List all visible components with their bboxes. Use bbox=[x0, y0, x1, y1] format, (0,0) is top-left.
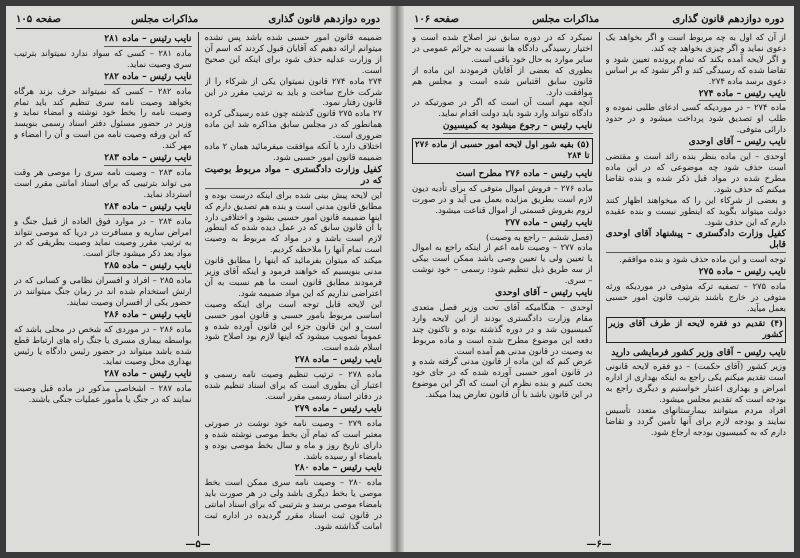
paragraph: ماده ۲۸۶ – در موردی که شخص در محلی باشد که بواسطه بیماری مسری یا جنگ راه های ارتباط قطع شده باشد میتواند در حضور رئیس دادگاه یا رئیس بهداری محل وصیت نماید. bbox=[14, 323, 192, 367]
text-columns bbox=[412, 32, 786, 536]
paragraph: و اگر لایحه آمده بکند که تمام پرونده تعیین شود و تقاضا شده که رسیدگی کند و اگر نشود که بر اساس دعوی برسد ماده ۲۷۴. bbox=[605, 53, 786, 86]
paragraph: نمیکرد که در دوره سابق نیز اصلاح شده است و اختیار رسیدگی دادگاه ها نسبت به جرائم عمومی در سایر موارد به حال خود باقی است. bbox=[412, 32, 593, 64]
speaker-heading: نایب رئیس – ماده ۲۸۱ bbox=[104, 34, 191, 47]
speaker-heading: نایب رئیس – ماده ۲۸۰ bbox=[295, 463, 382, 476]
paragraph: و بعضی از شرکاء این را که میخواهند اظهار کنند دولت میتواند بگوید که اینطور نیست و بنده عقیده دارم که این حذف شود. bbox=[605, 194, 786, 227]
paragraph: اوحدی – این ماده بنظر بنده زائد است و مقتضی است حذف شود چه موضوعی که در این ماده مطرح شده در مواد قبل ذکر شده و بنده تقاضا میکنم که حذف شود. bbox=[605, 151, 786, 194]
paragraph: عرض کنم که این ماده از قانون مدنی گرفته شده و در قانون امور حسبی آورده شده که در جای خود بحث کنیم و بنده نظرم آن است که اگر این موضوع در این قانون باشد با آن قانون تعارض پیدا میکند. bbox=[412, 356, 593, 400]
header-session: دوره دوازدهم قانون گذاری bbox=[672, 13, 784, 25]
speaker-heading: نایب رئیس – ماده ۲۷۶ مطرح است bbox=[456, 169, 592, 182]
page-header bbox=[414, 10, 784, 29]
speaker-heading: نایب رئیس – ماده ۲۷۷ bbox=[505, 218, 592, 231]
paragraph: ماده ۲۷۷ – وصیت نامه اعم از اینکه راجع به اموال یا تعیین ولی یا تعیین وصی باشد ممکن است بیکی از سه طریق ذیل تنظیم شود: رسمی – خود نوشت – سری. bbox=[412, 242, 593, 286]
paragraph: ۲۷ ماده ۲۷۵ قانون گذشته چون عده رسیدگی کرده همانطور که در مجلس سابق مذاکره شد این ماده ضروری است. bbox=[204, 108, 382, 141]
paragraph: ماده ۲۸۰ – وصیت نامه سری ممکن است بخط موصی یا بخط دیگری باشد ولی در هر صورت باید بامضاء موصی برسد و بترتیبی که برای اسناد امانتی در قانون ثبت اسناد مقرر گردیده در اداره ثبت امانت گذاشته شود. bbox=[204, 477, 382, 531]
header-page-number: صفحه ۱۰۵ bbox=[16, 13, 61, 25]
speaker-heading: نایب رئیس – آقای اوحدی bbox=[689, 137, 786, 150]
column-right bbox=[205, 32, 383, 536]
text-columns bbox=[14, 32, 382, 536]
section-heading: (۴) تقدیم دو فقره لایحه از طرف آقای وزیر کشور bbox=[606, 317, 787, 343]
speaker-heading: نایب رئیس – ماده ۲۸۵ bbox=[104, 261, 191, 274]
paragraph: ماده ۲۸۵ – افراد و افسران نظامی و کسانی که در ارتش استخدام شده اند در زمان جنگ میتوانند در حضور یکی از افسران وصیت نمایند. bbox=[14, 275, 192, 307]
speaker-heading: نایب رئیس – ماده ۲۷۴ bbox=[699, 89, 786, 102]
speaker-heading: نایب رئیس – ماده ۲۷۵ bbox=[699, 267, 786, 280]
paragraph: این لایحه قابل توجه است برای اینکه وصیت اساسی مربوط بامور حسبی و قانون امور حسبی است و این قانون جزء این قانون آورده شده و عموماً تصویب میشود که اینها لازم بود اصلاح شود اسلام شده است. bbox=[204, 298, 382, 353]
page-footer: —۵— bbox=[185, 539, 211, 550]
paragraph: ماده ۲۷۴ – در موردیکه کسی ادعای طلبی نموده و طلب او تصدیق شود پرداخت میشود و در حدود دارائی متوفی. bbox=[605, 102, 786, 135]
speaker-heading: کفیل وزارت دادگستری – پیشنهاد آقای اوحدی قابل bbox=[606, 229, 787, 253]
paragraph: ماده ۲۸۷ – اشخاصی مذکور در ماده قبل وصیت نمایند که در جنگ یا مأمور عملیات جنگی باشند. bbox=[14, 383, 192, 405]
paragraph: ماده ۲۸۴ – در موارد فوق العاده از قبیل جنگ و امراض ساریه و مسافرت در دریا که موصی نتواند به ترتیب مقرر وصیت نماید وصیت بطریقی که در مواد بعد ذکر میشود جائز است. bbox=[14, 215, 192, 259]
speaker-heading: نایب رئیس – ماده ۲۷۹ bbox=[295, 404, 382, 417]
paragraph: آنچه مهم است آن است که اگر در صورتیکه در دادگاه نتواند وارد شود باید دولت اقدام نماید. bbox=[412, 97, 593, 119]
header-page-number: صفحه ۱۰۶ bbox=[414, 13, 459, 25]
right-page bbox=[404, 6, 794, 552]
book-gutter bbox=[390, 6, 404, 552]
column-divider bbox=[599, 32, 600, 536]
paragraph: ضمیمه قانون امور حسبی شده باشد پس نشده میتوانم ارائه دهیم که آقایان قبول کردند که اسم آن از وزارت عدلیه حذف شود برای اینکه این صحیح است. bbox=[204, 32, 382, 75]
speaker-heading: کفیل وزارت دادگستری – مواد مربوط بوصیت که در bbox=[205, 165, 383, 189]
paragraph: ماده ۲۷۸ – ترتیب تنظیم وصیت نامه رسمی و اعتبار آن بطوری است که برای اسناد تنظیم شده در دفاتر اسناد رسمی مقرر است. bbox=[204, 369, 382, 401]
paragraph: (فصل ششم – راجع به وصیت) bbox=[486, 231, 593, 242]
speaker-heading: نایب رئیس – آقای وزیر کشور فرمایشی دارید bbox=[611, 348, 786, 361]
speaker-heading: نایب رئیس – ماده ۲۸۴ bbox=[104, 202, 191, 215]
header-title: مذاکرات مجلس bbox=[131, 13, 199, 25]
paragraph: از آن که اول به چه مربوط است و اگر بخواهد یک دعوی نماید و اگر چیزی بخواهد چه کند. bbox=[605, 32, 786, 53]
column-left bbox=[412, 32, 593, 536]
header-title: مذاکرات مجلس bbox=[532, 13, 600, 25]
paragraph: ماده ۲۸۱ – کسی که سواد ندارد نمیتواند بترتیب سری وصیت نماید. bbox=[14, 47, 192, 69]
page-header bbox=[16, 10, 380, 29]
speaker-heading: نایب رئیس – ماده ۲۸۶ bbox=[104, 310, 191, 323]
column-divider bbox=[198, 32, 199, 536]
paragraph: ماده ۲۷۶ – فروش اموال متوفی که برای تأدیه دیون لازم است بطریق مزایده بعمل می آید و در صورت لزوم بفروش قسمتی از اموال قناعت میشود. bbox=[412, 182, 593, 215]
paragraph: افراد مردم میتوانند بیمارستانهای متعدد تأسیس نمایند و بودجه لازم برای آنها تأمین گردد و تقاضا دارم که به کمیسیون بودجه ارجاع شود. bbox=[605, 405, 786, 437]
paragraph: ۲۷۴ ماده ۲۷۴ قانون نمیتوان یکی از شرکاء را از شرکت خارج ساخت و باید به ترتیب مقرر در این قانون رفتار نمود. bbox=[204, 75, 382, 108]
paragraph: ماده ۲۸۲ – کسی که نمیتواند حرف بزند هرگاه بخواهد وصیت نامه سری تنظیم کند باید تمام وصیت نامه را بخط خود نوشته و امضاء نماید و وزیر در حضور مسئول دفتر اسناد رسمی بنویسد که این ورقه وصیت نامه من است و آن را امضاء و مهر کند. bbox=[14, 85, 192, 151]
page-footer: —۶— bbox=[586, 539, 612, 550]
paragraph: اوحدی – هنگامیکه آقای تحت وزیر فصل متعدی مقام وزارت دادگستری بودند از این لایحه وارد کمیسیون شد و در دوره گذشته بوده و تاکنون چند دفعه این موضوع مطرح شده است و ماده مربوط به وصیت در قانون مدنی هم آمده است. bbox=[412, 301, 593, 356]
paragraph: میکند که میتوان بفرمائید که اینها را مطابق قانون مدنی بنویسیم که خواهند فرمود و اینکه آقای وزیر فرمودند مطابق قانون است ما هم نسبت به آن اعتراضی نداریم که این مواد ضمیمه شود. bbox=[204, 255, 382, 298]
paragraph: وزیر کشور (آقای حکمت) – دو فقره لایحه قانونی است تقدیم میکنم یکی راجع به اینکه بهداری از اداره امراض و بهداری اعتبار خواستیم و دیگری راجع به بودجه است که تقدیم مجلس میشود. bbox=[605, 361, 786, 405]
speaker-heading: نایب رئیس – ماده ۲۸۳ bbox=[104, 153, 191, 166]
left-page bbox=[6, 6, 390, 552]
paragraph: ماده ۲۸۳ – وصیت نامه سری را موصی هر وقت می تواند بترتیبی که برای اسناد امانتی مقرر است استرداد نماید. bbox=[14, 166, 192, 199]
section-heading: (۵) بقیه شور اول لایحه امور حسبی از ماده ۲۷۶ تا ۲۸۴ bbox=[412, 138, 593, 164]
speaker-heading: نایب رئیس – آقای اوحدی bbox=[495, 288, 592, 301]
header-session: دوره دوازدهم قانون گذاری bbox=[268, 13, 380, 25]
paragraph: بطوری که بعضی از آقایان فرمودند این ماده از قانون سابق اقتباس شده است و مجلس هم موافقت دارد. bbox=[412, 64, 593, 97]
speaker-heading: نایب رئیس – ماده ۲۸۷ bbox=[104, 369, 191, 382]
paragraph: ماده ۲۷۹ – وصیت نامه خود نوشت در صورتی معتبر است که تمام آن بخط موصی نوشته شده و دارای تاریخ روز و ماه و سال بخط موصی بوده و بامضاء او رسیده باشد. bbox=[204, 417, 382, 461]
paragraph: اختلاف دارد با آنکه موافقت میفرمائید همان ۲ ماده ضمیمه قانون امور حسبی شود. bbox=[204, 141, 382, 162]
paragraph: توجه است و این ماده حذف شود و بنده موافقم. bbox=[619, 254, 786, 265]
speaker-heading: نایب رئیس – ماده ۲۸۲ bbox=[104, 72, 191, 85]
speaker-heading: نایب رئیس – رجوع میشود به کمیسیون bbox=[443, 121, 593, 134]
column-right bbox=[606, 32, 787, 536]
column-left bbox=[14, 32, 192, 536]
paragraph: این لایحه پیش بینی شده برای اینکه درست بوده و مطابق قانون مدنی است و بنده هم تصدیق دارم که اینها ضمیمه قانون امور حسبی بشود و اختلافی دارد با آن قانون سابق که در عمل دیده شده که اینطور لازم است باشد و در مواد که مربوط به وصیت است تمام آنها را ملاحظه کردیم. bbox=[204, 189, 382, 255]
speaker-heading: نایب رئیس – ماده ۲۷۸ bbox=[295, 355, 382, 368]
paragraph: ماده ۲۷۵ – تصفیه ترکه متوفی در موردیکه ورثه متوفی در خارج باشند بترتیب قانون امور حسبی بعمل میآید. bbox=[605, 281, 786, 313]
